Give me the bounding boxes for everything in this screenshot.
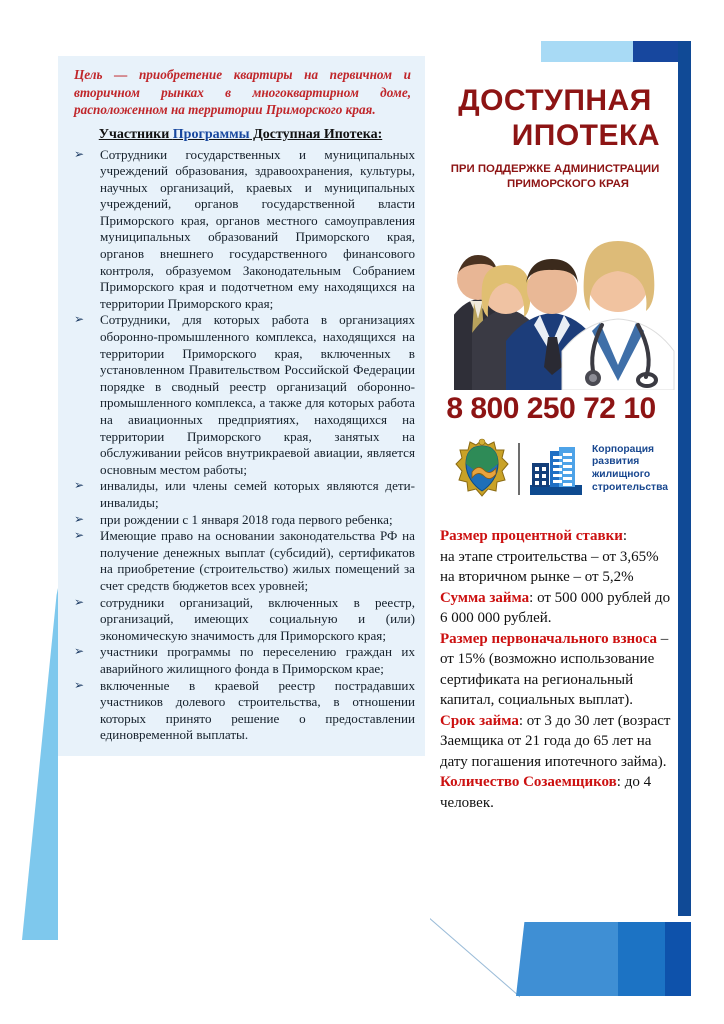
corporation-line1: Корпорация	[592, 443, 655, 455]
right-column	[432, 56, 678, 813]
list-item	[66, 528, 415, 594]
condition-interest-rate	[440, 526, 676, 547]
page-title-line1: ДОСТУПНАЯ	[458, 84, 652, 117]
list-item-text: участники программы по переселению граждан их аварийного жилищного фонда в Приморском крае;	[100, 644, 415, 676]
condition-coborrowers	[440, 772, 676, 813]
condition-value: от 500 000 рублей до 6 000 000 рублей.	[440, 589, 671, 626]
condition-separator: :	[518, 712, 527, 729]
list-item	[66, 644, 415, 677]
right-border-stripe	[678, 41, 691, 916]
participants-heading	[66, 126, 415, 143]
bullet-arrow-icon: ➢	[74, 511, 85, 526]
bottom-shape-dark	[665, 922, 691, 996]
loan-conditions	[440, 526, 676, 813]
list-item	[66, 147, 415, 313]
list-item-text: инвалиды, или члены семей которых являются дети-инвалиды;	[100, 478, 415, 510]
list-item	[66, 595, 415, 645]
list-item-text: Сотрудники государственных и муниципальных учреждений образования, здравоохранения, культуры, научных организаций, краевых и муниципальных учреждений, органов государственной власти Приморского края, органов местного самоуправления муниципальных образований Приморского края, органов внешнего государственного финансового контроля, образуемом Законодательным Собранием Приморского края и подотчетном ему находящихся на территории Приморского края;	[100, 146, 415, 311]
condition-interest-rate-line2: на вторичном рынке – от 5,2%	[440, 569, 634, 585]
bullet-arrow-icon: ➢	[74, 312, 85, 327]
logo-divider	[518, 443, 520, 495]
corporation-name	[592, 444, 668, 494]
list-item	[66, 312, 415, 478]
condition-label: Размер процентной ставки	[440, 528, 623, 544]
diagonal-hairline	[430, 918, 520, 998]
participants-heading-program: Программы	[172, 126, 250, 142]
corporation-line3: жилищного	[592, 469, 651, 480]
bullet-arrow-icon: ➢	[74, 644, 85, 659]
professionals-photo	[454, 215, 676, 390]
hotline-phone-number[interactable]: 8 800 250 72 10	[446, 392, 656, 425]
bottom-shape-light	[516, 922, 621, 996]
participants-heading-part3: Доступная Ипотека:	[249, 126, 383, 142]
corporation-line2: развития	[592, 456, 640, 468]
condition-value: от 3 до 30 лет (возраст Заемщика от 21 года до 65 лет на дату погашения ипотечного займа).	[440, 712, 671, 770]
list-item	[66, 478, 415, 511]
bullet-arrow-icon: ➢	[74, 594, 85, 609]
condition-separator: :	[616, 774, 625, 790]
list-item-text: при рождении с 1 января 2018 года первого ребенка;	[100, 511, 393, 527]
housing-corporation-buildings-icon	[528, 443, 584, 495]
participants-panel	[58, 56, 425, 756]
condition-label: Количество Созаемщиков	[440, 774, 617, 790]
photo-illustration	[454, 215, 676, 390]
condition-value: – от 15% (возможно использование сертификата на региональный капитал, социальных выплат).	[440, 630, 669, 708]
logos-row	[454, 438, 678, 500]
list-item-text: Сотрудники, для которых работа в организациях оборонно-промышленного комплекса, находящихся на территории Приморского края, включенных в установленном Правительством Российской Федерации порядке в сводный реестр организаций оборонно-промышленного комплекса, а также для которых работа на авиационных предприятиях, находящихся на территории Приморского края, занятых на обслуживании рейсов внутрикраевой авиации, является основным местом работы;	[100, 312, 415, 477]
participants-heading-part1: Участники	[98, 126, 173, 142]
condition-separator: :	[622, 528, 628, 544]
condition-label: Срок займа	[440, 712, 519, 729]
condition-label: Сумма займа	[440, 589, 530, 606]
list-item-text: сотрудники организаций, включенных в реестр, организаций, имеющих социальную и (или) экономическую значимость для Приморского края;	[100, 594, 415, 643]
program-goal-text: Цель — приобретение квартиры на первичном и вторичном рынках в многоквартирном доме, расположенном на территории Приморского края.	[74, 67, 411, 117]
primorsky-krai-crest-icon	[454, 438, 510, 500]
corporation-line4: строительства	[592, 481, 669, 493]
bottom-shape-mid	[618, 922, 668, 996]
list-item	[66, 512, 415, 529]
page-subtitle	[436, 162, 674, 191]
bullet-arrow-icon: ➢	[74, 478, 85, 493]
title-block	[432, 56, 678, 193]
condition-loan-term	[440, 711, 676, 773]
bullet-arrow-icon: ➢	[74, 146, 85, 161]
condition-interest-rate-line1: на этапе строительства – от 3,65%	[440, 548, 659, 565]
participants-list	[66, 147, 415, 744]
condition-label: Размер первоначального взноса	[440, 630, 658, 647]
list-item-text: Имеющие право на основании законодательства РФ на получение денежных выплат (субсидий), сертификатов на приобретение (строительство) жилых помещений за счет средств бюджетов всех уровней;	[100, 528, 415, 593]
subtitle-line1: ПРИ ПОДДЕРЖКЕ АДМИНИСТРАЦИИ	[450, 163, 660, 175]
condition-separator: :	[529, 589, 538, 606]
condition-down-payment	[440, 629, 676, 711]
page-title-line2: ИПОТЕКА	[511, 119, 660, 152]
list-item	[66, 678, 415, 744]
subtitle-line2: ПРИМОРСКОГО КРАЯ	[507, 177, 629, 190]
list-item-text: включенные в краевой реестр пострадавших участников долевого строительства, в отношении которых принято решение о предоставлении единовременной выплаты.	[100, 677, 415, 743]
bullet-arrow-icon: ➢	[74, 528, 85, 543]
condition-value: до 4 человек.	[440, 774, 652, 811]
left-wedge-accent	[22, 588, 58, 940]
condition-loan-amount	[440, 588, 676, 629]
bullet-arrow-icon: ➢	[74, 677, 85, 692]
